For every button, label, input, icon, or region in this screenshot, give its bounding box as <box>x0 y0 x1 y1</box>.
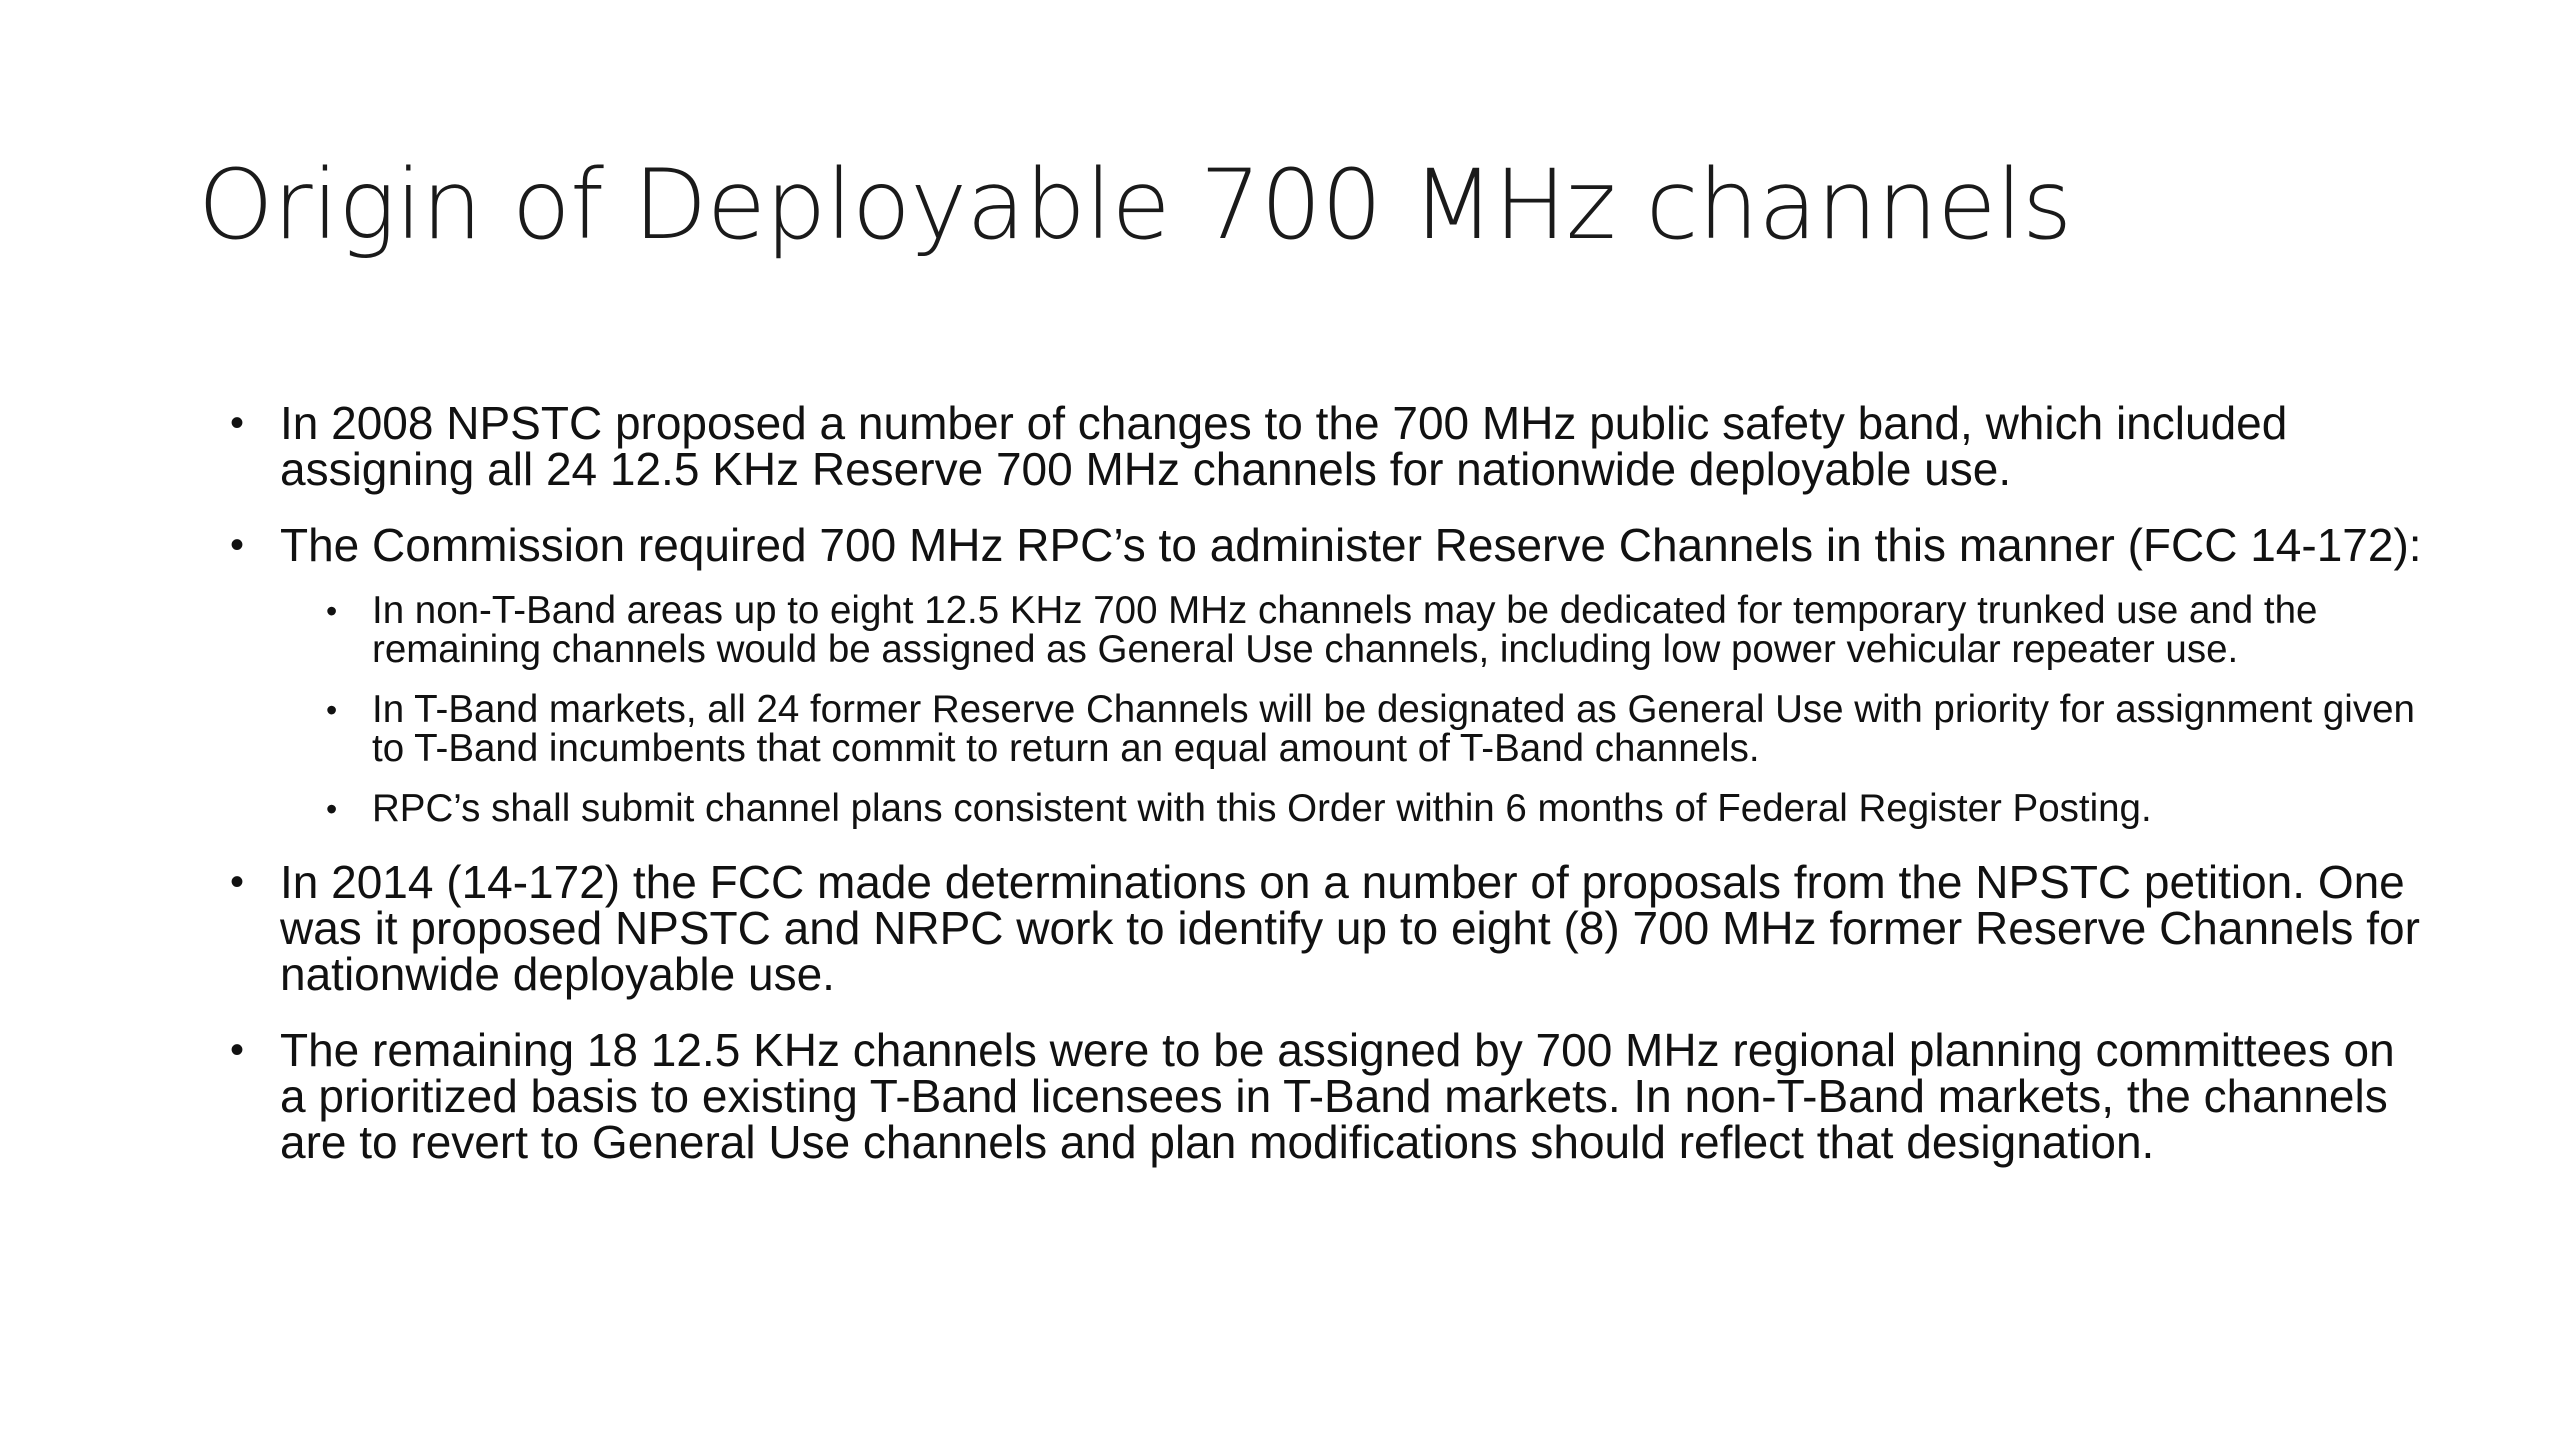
bullet-list <box>230 397 2430 1168</box>
sub-bullet-item-3 <box>326 787 2430 830</box>
sub-bullet-list <box>280 589 2430 830</box>
bullet-item-3 <box>230 855 2430 1000</box>
bullet-text: The remaining 18 12.5 KHz channels were to be assigned by 700 MHz regional planning committees on a prioritized basis to existing T-Band licensees in T-Band markets. In non-T-Band markets, the channels are to revert to General Use channels and plan modifications should reflect that designation. <box>280 1023 2395 1168</box>
bullet-item-4 <box>230 1023 2430 1168</box>
bullet-icon: • <box>230 1027 245 1072</box>
slide-title: Origin of Deployable 700 MHz channels <box>198 149 2072 261</box>
sub-bullet-icon: • <box>326 692 338 728</box>
bullet-text: The Commission required 700 MHz RPC’s to administer Reserve Channels in this manner (FCC 14-172): <box>280 519 2422 571</box>
bullet-icon: • <box>230 523 245 567</box>
bullet-item-1 <box>230 397 2430 495</box>
bullet-text: In 2008 NPSTC proposed a number of changes to the 700 MHz public safety band, which included assigning all 24 12.5 KHz Reserve 700 MHz channels for nationwide deployable use. <box>280 397 2288 495</box>
bullet-icon: • <box>230 401 245 445</box>
sub-bullet-icon: • <box>326 593 338 629</box>
sub-bullet-text: RPC’s shall submit channel plans consistent with this Order within 6 months of Federal Register Posting. <box>372 787 2152 830</box>
bullet-item-2 <box>230 519 2430 830</box>
sub-bullet-text: In non-T-Band areas up to eight 12.5 KHz 700 MHz channels may be dedicated for temporary trunked use and the remaining channels would be assigned as General Use channels, including low power vehicular repeater use. <box>372 589 2318 671</box>
sub-bullet-item-1 <box>326 589 2430 671</box>
sub-bullet-icon: • <box>326 791 338 827</box>
sub-bullet-item-2 <box>326 688 2430 770</box>
bullet-icon: • <box>230 859 245 904</box>
bullet-text: In 2014 (14-172) the FCC made determinations on a number of proposals from the NPSTC petition. One was it proposed NPSTC and NRPC work to identify up to eight (8) 700 MHz former Reserve Channels for nationwide deployable use. <box>280 855 2420 1000</box>
slide-body <box>230 397 2430 1195</box>
sub-bullet-text: In T-Band markets, all 24 former Reserve Channels will be designated as General Use with priority for assignment given to T-Band incumbents that commit to return an equal amount of T-Band channels. <box>372 688 2415 770</box>
